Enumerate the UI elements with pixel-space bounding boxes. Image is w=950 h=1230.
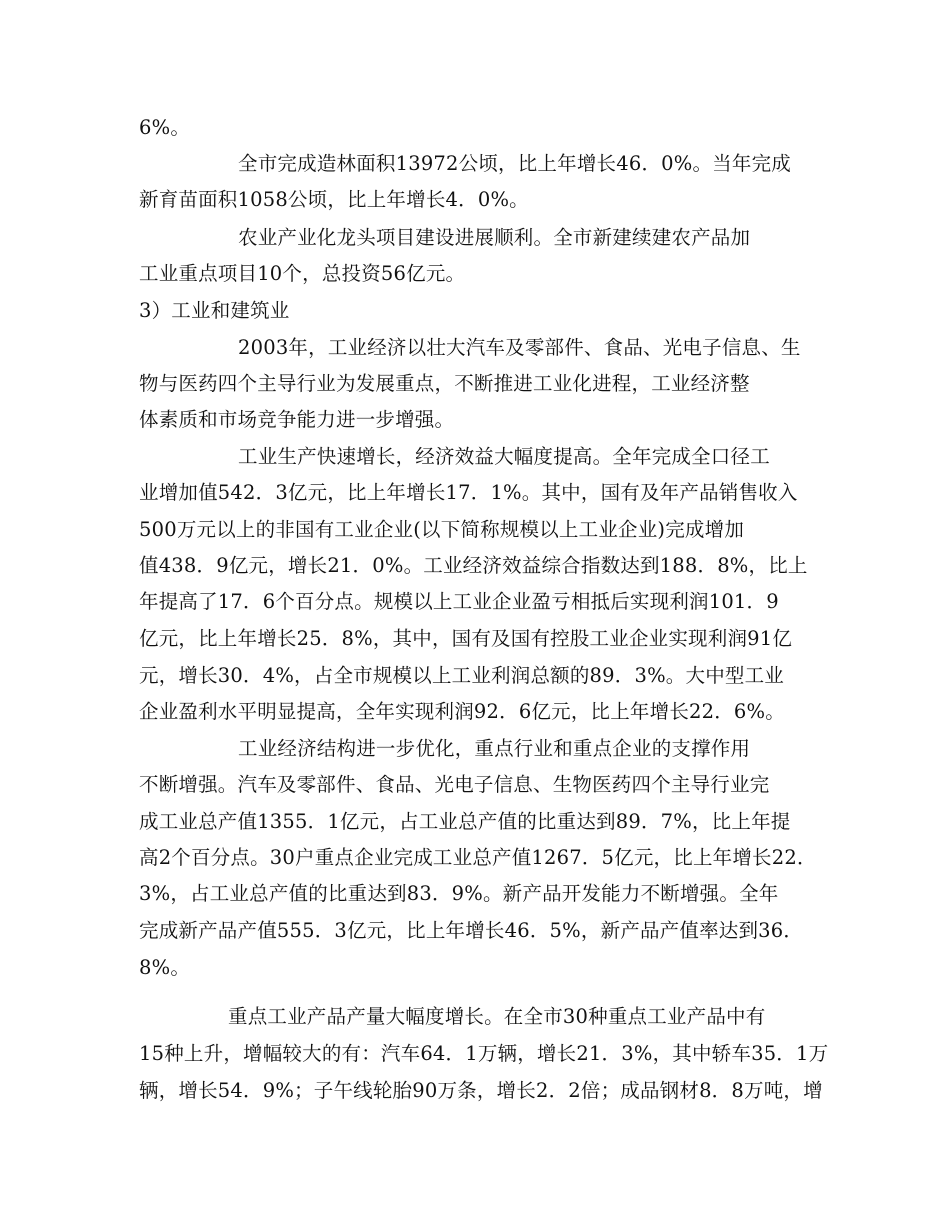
- text-line: 企业盈利水平明显提高，全年实现利润92．6亿元，比上年增长22．6%。: [139, 700, 785, 723]
- text-line: 15种上升，增幅较大的有：汽车64．1万辆，增长21．3%，其中轿车35．1万: [139, 1042, 829, 1065]
- text-line: 成工业总产值1355．1亿元，占工业总产值的比重达到89．7%，比上年提: [139, 810, 791, 833]
- text-line: 物与医药四个主导行业为发展重点，不断推进工业化进程，工业经济整: [139, 372, 750, 395]
- text-line: 工业经济结构进一步优化，重点行业和重点企业的支撑作用: [238, 737, 751, 760]
- text-line: 体素质和市场竞争能力进一步增强。: [139, 408, 455, 431]
- text-line: 完成新产品产值555．3亿元，比上年增长46．5%，新产品产值率达到36．: [139, 919, 804, 942]
- text-line: 工业生产快速增长，经济效益大幅度提高。全年完成全口径工: [238, 445, 770, 468]
- text-line: 新育苗面积1058公顷，比上年增长4．0%。: [139, 188, 529, 211]
- text-line: 2003年，工业经济以壮大汽车及零部件、食品、光电子信息、生: [238, 336, 801, 359]
- text-line: 3%，占工业总产值的比重达到83．9%。新产品开发能力不断增强。全年: [139, 882, 779, 905]
- text-line: 年提高了17．6个百分点。规模以上工业企业盈亏相抵后实现利润101．9: [139, 590, 779, 613]
- text-line: 值438．9亿元，增长21．0%。工业经济效益综合指数达到188．8%，比上: [139, 554, 808, 577]
- text-line: 6%。: [139, 116, 191, 139]
- text-line: 工业重点项目10个，总投资56亿元。: [139, 262, 466, 285]
- text-line: 辆，增长54．9%；子午线轮胎90万条，增长2．2倍；成品钢材8．8万吨，增: [139, 1079, 823, 1102]
- text-line: 亿元，比上年增长25．8%，其中，国有及国有控股工业企业实现利润91亿: [139, 627, 793, 650]
- text-line: 高2个百分点。30户重点企业完成工业总产值1267．5亿元，比上年增长22．: [139, 846, 817, 869]
- text-line: 500万元以上的非国有工业企业(以下简称规模以上工业企业)完成增加: [139, 518, 745, 541]
- text-line: 全市完成造林面积13972公顷，比上年增长46．0%。当年完成: [238, 152, 791, 175]
- text-line: 农业产业化龙头项目建设进展顺利。全市新建续建农产品加: [238, 226, 751, 249]
- text-line: 8%。: [139, 956, 191, 979]
- section-heading: 3）工业和建筑业: [139, 299, 290, 322]
- text-line: 不断增强。汽车及零部件、食品、光电子信息、生物医药四个主导行业完: [139, 773, 770, 796]
- text-line: 重点工业产品产量大幅度增长。在全市30种重点工业产品中有: [228, 1005, 766, 1028]
- text-line: 元，增长30．4%，占全市规模以上工业利润总额的89．3%。大中型工业: [139, 664, 784, 687]
- text-line: 业增加值542．3亿元，比上年增长17．1%。其中，国有及年产品销售收入: [139, 481, 798, 504]
